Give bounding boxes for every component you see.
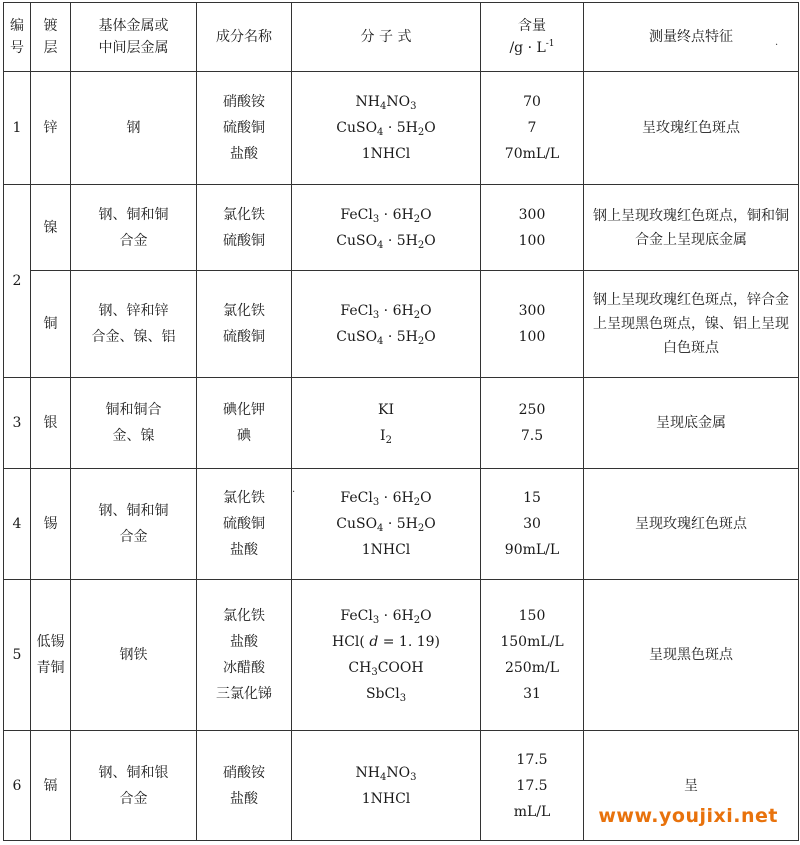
coating-cell: 银 (31, 378, 71, 469)
base-metal-cell: 钢、锌和锌 合金、镍、铝 (71, 271, 197, 378)
table-row (4, 469, 799, 580)
row-no: 4 (4, 469, 31, 580)
formula-cell: $NH_4NO_3$ 1NHCl (292, 731, 481, 841)
formula-cell: FeCl$_3$ · $6H_2O$ HCl( d = 1. 19) $CH_3COOH$ SbCl$_3$ (292, 580, 481, 731)
speck-mark: · (775, 40, 779, 51)
header-content: 含量 $/g \cdot L^{-1}$ (481, 3, 584, 72)
component-cell: 硝酸铵 盐酸 (197, 731, 292, 841)
base-metal-cell: 钢 (71, 72, 197, 185)
content-cell: 70 7 70mL/L (481, 72, 584, 185)
formula-cell: KI $I_2$ (292, 378, 481, 469)
formula-cell: $NH_4NO_3$ CuSO$_4$ · $5H_2O$ 1NHCl (292, 72, 481, 185)
coating-cell: 低锡 青铜 (31, 580, 71, 731)
row-no: 6 (4, 731, 31, 841)
formula-cell: FeCl$_3$ · $6H_2O$ CuSO$_4$ · $5H_2O$ (292, 271, 481, 378)
content-cell: 15 30 90mL/L (481, 469, 584, 580)
formula-cell: FeCl$_3$ · $6H_2O$ CuSO$_4$ · $5H_2O$ (292, 185, 481, 271)
header-endpoint: 测量终点特征 (584, 3, 799, 72)
endpoint-cell: 呈现玫瑰红色斑点 (584, 469, 799, 580)
table-row (4, 378, 799, 469)
endpoint-cell: 钢上呈现玫瑰红色斑点，铜和铜合金上呈现底金属 (584, 185, 799, 271)
coating-cell: 锌 (31, 72, 71, 185)
coating-cell: 铜 (31, 271, 71, 378)
header-base-metal: 基体金属或 中间层金属 (71, 3, 197, 72)
endpoint-cell: 呈现黑色斑点 (584, 580, 799, 731)
table-row (4, 271, 799, 378)
base-metal-cell: 钢铁 (71, 580, 197, 731)
row-no: 5 (4, 580, 31, 731)
table-row (4, 580, 799, 731)
endpoint-cell: 呈玫瑰红色斑点 (584, 72, 799, 185)
header-component: 成分名称 (197, 3, 292, 72)
header-no: 编 号 (4, 3, 31, 72)
component-cell: 氯化铁 硫酸铜 (197, 271, 292, 378)
coating-cell: 镉 (31, 731, 71, 841)
content-cell: 300 100 (481, 271, 584, 378)
header-formula: 分 子 式 (292, 3, 481, 72)
base-metal-cell: 铜和铜合 金、镍 (71, 378, 197, 469)
content-cell: 17.5 17.5 mL/L (481, 731, 584, 841)
header-coating: 镀 层 (31, 3, 71, 72)
coating-cell: 镍 (31, 185, 71, 271)
table-row (4, 185, 799, 271)
component-cell: 氯化铁 硫酸铜 (197, 185, 292, 271)
endpoint-cell: 呈现底金属 (584, 378, 799, 469)
endpoint-cell: 钢上呈现玫瑰红色斑点，锌合金上呈现黑色斑点，镍、铝上呈现白色斑点 (584, 271, 799, 378)
header-row (4, 3, 799, 72)
base-metal-cell: 钢、铜和铜 合金 (71, 469, 197, 580)
component-cell: 氯化铁 盐酸 冰醋酸 三氯化锑 (197, 580, 292, 731)
base-metal-cell: 钢、铜和铜 合金 (71, 185, 197, 271)
measurement-table (3, 2, 799, 841)
row-no: 2 (4, 185, 31, 378)
watermark-text: www.youjixi.net (598, 805, 778, 827)
component-cell: 氯化铁 硫酸铜 盐酸 (197, 469, 292, 580)
component-cell: 硝酸铵 硫酸铜 盐酸 (197, 72, 292, 185)
formula-cell: FeCl$_3$ · $6H_2O$ CuSO$_4$ · $5H_2O$ 1NHCl (292, 469, 481, 580)
endpoint-cell: 呈 (584, 731, 799, 841)
component-cell: 碘化钾 碘 (197, 378, 292, 469)
base-metal-cell: 钢、铜和银 合金 (71, 731, 197, 841)
content-cell: 300 100 (481, 185, 584, 271)
table-row (4, 72, 799, 185)
coating-cell: 锡 (31, 469, 71, 580)
content-cell: 250 7.5 (481, 378, 584, 469)
row-no: 3 (4, 378, 31, 469)
speck-mark: · (292, 487, 296, 498)
content-cell: 150 150mL/L 250m/L 31 (481, 580, 584, 731)
row-no: 1 (4, 72, 31, 185)
